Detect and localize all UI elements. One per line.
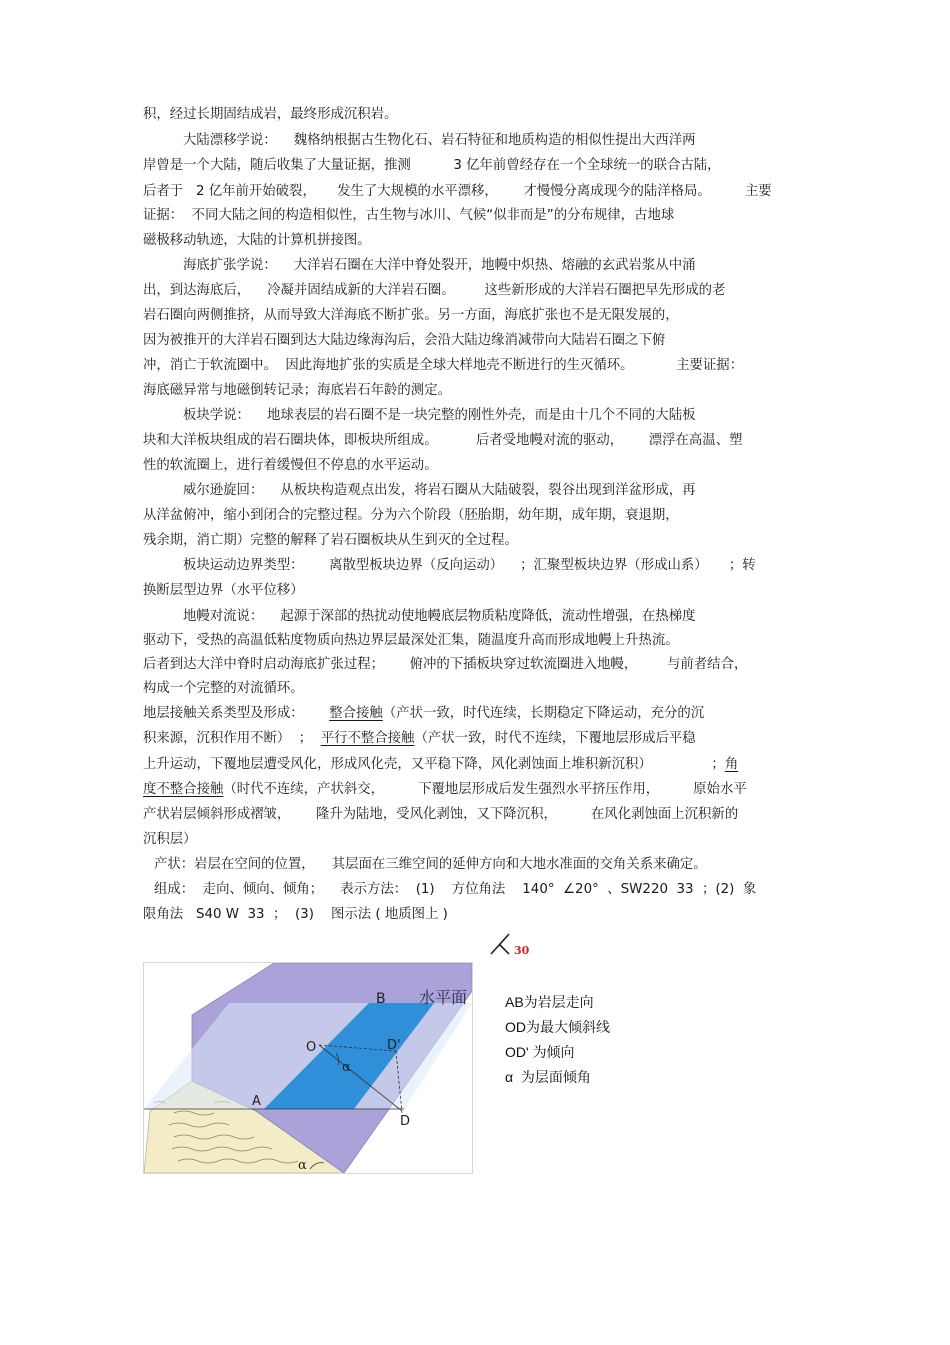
text-segment: 地层接触关系类型及形成：: [143, 706, 330, 721]
text-line: [183, 129, 808, 153]
label-horizontal-plane: 水平面: [419, 988, 468, 1007]
legend-line: OD' 为倾向: [505, 1044, 575, 1060]
text-segment: 大陆漂移学说： 魏格纳根据古生物化石、岩石特征和地质构造的相似性提出大西洋两: [183, 133, 696, 148]
text-segment: 威尔逊旋回： 从板块构造观点出发，将岩石圈从大陆破裂，裂谷出现到洋盆形成，再: [183, 483, 696, 498]
text-line: [143, 379, 808, 403]
text-segment: 产状：岩层在空间的位置， 其层面在三维空间的延伸方向和大地水准面的交角关系来确定。: [154, 857, 707, 872]
text-line: [143, 454, 808, 478]
text-segment: 证据： 不同大陆之间的构造相似性，古生物与冰川、气候“似非而是”的分布规律，古地球: [143, 208, 675, 223]
text-segment: （产状一致，时代不连续，下覆地层形成后平稳: [414, 731, 696, 746]
legend-line: AB为岩层走向: [505, 994, 594, 1010]
text-line: [143, 803, 808, 827]
text-segment: 后者于 2 亿年前开始破裂， 发生了大规模的水平漂移， 才慢慢分离成现今的陆洋格局。 主要: [143, 184, 772, 199]
label-o: O: [306, 1040, 317, 1055]
underlined-term: 整合接触: [329, 706, 383, 721]
underlined-term: 度不整合接触: [143, 782, 224, 797]
text-line: [154, 853, 808, 877]
text-line: [143, 828, 808, 852]
text-segment: 从洋盆俯冲，缩小到闭合的完整过程。分为六个阶段（胚胎期，幼年期，成年期，衰退期，: [143, 508, 679, 523]
text-segment: 海底磁异常与地磁倒转记录；海底岩石年龄的测定。: [143, 383, 451, 398]
text-line: [183, 479, 808, 503]
text-segment: 驱动下，受热的高温低粘度物质向热边界层最深处汇集，随温度升高而形成地幔上升热流。: [143, 633, 679, 648]
text-line: [143, 629, 808, 653]
text-segment: 性的软流圈上，进行着缓慢但不停息的水平运动。: [143, 458, 438, 473]
text-segment: 磁极移动轨迹，大陆的计算机拼接图。: [143, 233, 371, 248]
text-line: [143, 903, 808, 927]
text-segment: 板块学说： 地球表层的岩石圈不是一块完整的刚性外壳，而是由十几个不同的大陆板: [183, 408, 696, 423]
text-segment: 岩石圈向两侧推挤，从而导致大洋海底不断扩张。另一方面，海底扩张也不是无限发展的，: [143, 308, 679, 323]
text-line: [143, 103, 808, 127]
text-segment: 板块运动边界类型： 离散型板块边界（反向运动） ；汇聚型板块边界（形成山系） ；转: [183, 558, 756, 573]
text-line: [143, 229, 808, 253]
text-line: [154, 878, 808, 902]
diagram-svg: [144, 963, 472, 1173]
text-segment: 组成： 走向、倾向、倾角； 表示方法： (1) 方位角法 140° ∠20° 、SW220 33 ；(2) 象: [154, 882, 757, 897]
text-line: [143, 753, 808, 777]
text-line: [183, 554, 808, 578]
text-segment: 限角法 S40 W 33 ； (3) 图示法 ( 地质图上 ): [143, 907, 448, 922]
text-line: [143, 579, 808, 603]
text-line: [143, 429, 808, 453]
text-segment: （产状一致，时代连续，长期稳定下降运动，充分的沉: [382, 706, 705, 721]
text-segment: 因为被推开的大洋岩石圈到达大陆边缘海沟后，会沿大陆边缘消减带向大陆岩石圈之下俯: [143, 333, 666, 348]
legend-line: OD为最大倾斜线: [505, 1019, 610, 1035]
text-line: [143, 653, 808, 677]
underlined-term: 角: [724, 757, 739, 772]
text-segment: 后者到达大洋中脊时启动海底扩张过程； 俯冲的下插板块穿过软流圈进入地幔， 与前者结合，: [143, 657, 748, 672]
dip-tick: [499, 944, 509, 954]
text-segment: 冲，消亡于软流圈中。 因此海地扩张的实质是全球大样地壳不断进行的生灭循环。 主要证据：: [143, 358, 744, 373]
text-segment: （时代不连续，产状斜交， 下覆地层形成后发生强烈水平挤压作用， 原始水平: [223, 782, 747, 797]
text-segment: 上升运动，下覆地层遭受风化，形成风化壳，又平稳下降，风化剥蚀面上堆积新沉积） ；: [143, 757, 725, 772]
text-line: [143, 677, 808, 701]
text-line: [143, 727, 808, 751]
text-segment: 地幔对流说： 起源于深部的热扰动使地幔底层物质粘度降低，流动性增强，在热梯度: [183, 609, 696, 624]
text-segment: 岸曾是一个大陆，随后收集了大量证据，推测 3 亿年前曾经存在一个全球统一的联合古陆，: [143, 158, 721, 173]
text-segment: 积来源，沉积作用不断） ；: [143, 731, 321, 746]
text-line: [143, 180, 808, 204]
legend-line: α 为层面倾角: [505, 1069, 591, 1085]
text-line: [143, 154, 808, 178]
text-line: [143, 279, 808, 303]
diagram-legend: [505, 990, 705, 1090]
text-segment: 海底扩张学说： 大洋岩石圈在大洋中脊处裂开，地幔中炽热、熔融的玄武岩浆从中涌: [183, 258, 696, 273]
text-segment: 积，经过长期固结成岩，最终形成沉积岩。: [143, 107, 398, 122]
label-b: B: [376, 991, 386, 1007]
text-line: [143, 529, 808, 553]
text-segment: 换断层型边界（水平位移）: [143, 583, 304, 598]
text-line: [143, 204, 808, 228]
text-segment: 块和大洋板块组成的岩石圈块体，即板块所组成。 后者受地幔对流的驱动， 漂浮在高温、塑: [143, 433, 743, 448]
text-line: [143, 702, 808, 726]
label-d-prime: D': [387, 1038, 401, 1053]
label-alpha-bottom: α: [298, 1158, 307, 1173]
label-a: A: [252, 1094, 261, 1109]
label-alpha-top: α: [342, 1060, 351, 1075]
text-line: [143, 329, 808, 353]
dip-angle-label: 30: [514, 944, 530, 957]
text-line: [143, 504, 808, 528]
text-segment: 残余期，消亡期）完整的解释了岩石圈板块从生到灭的全过程。: [143, 533, 518, 548]
underlined-term: 平行不整合接触: [320, 731, 415, 746]
text-segment: 构成一个完整的对流循环。: [143, 681, 304, 696]
text-segment: 产状岩层倾斜形成褶皱， 隆升为陆地，受风化剥蚀，又下降沉积， 在风化剥蚀面上沉积新的: [143, 807, 739, 822]
bedding-attitude-diagram: [143, 962, 473, 1174]
strike-dip-symbol: [487, 928, 531, 958]
text-segment: 出，到达海底后， 冷凝并固结成新的大洋岩石圈。 这些新形成的大洋岩石圈把早先形成的老: [143, 283, 726, 298]
text-line: [183, 605, 808, 629]
text-line: [183, 404, 808, 428]
text-segment: 沉积层）: [143, 832, 197, 847]
text-line: [143, 354, 808, 378]
text-line: [143, 304, 808, 328]
label-d: D: [400, 1114, 411, 1129]
text-line: [143, 778, 808, 802]
text-line: [183, 254, 808, 278]
